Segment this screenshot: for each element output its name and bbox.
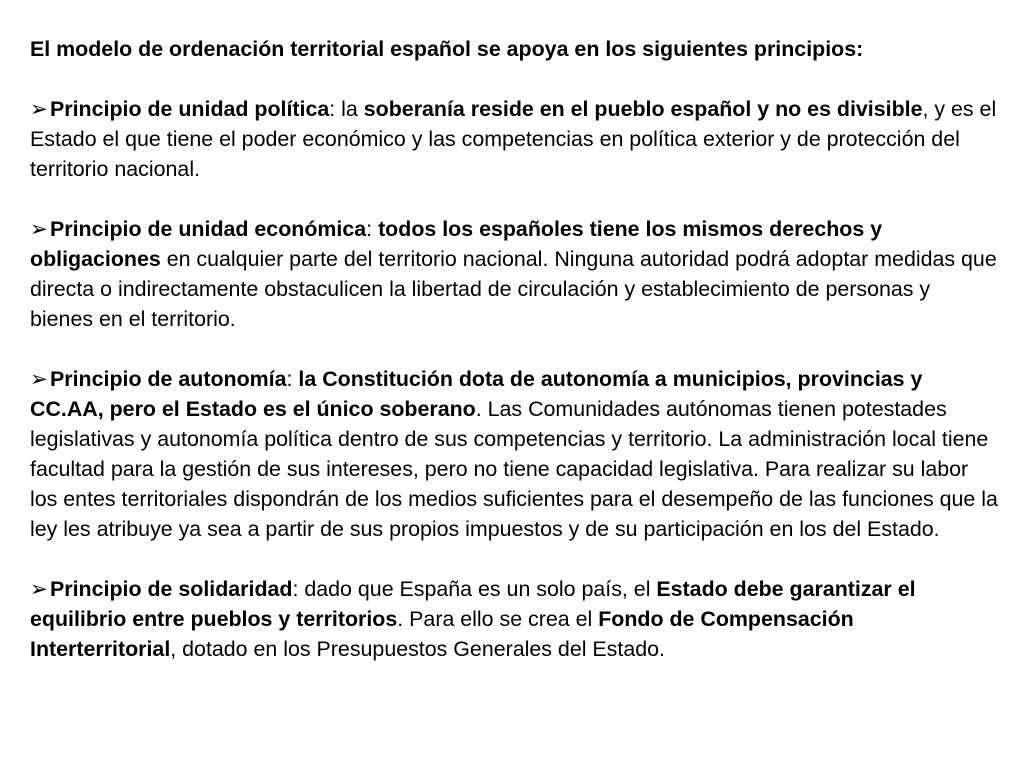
principle-text: . Para ello se crea el bbox=[397, 607, 599, 631]
principle-name: Principio de unidad económica bbox=[50, 217, 367, 241]
arrow-bullet-icon: ➢ bbox=[30, 97, 48, 121]
principle-emphasis: la Constitución dota de autonomía a municipios, provincias y CC.AA, pero el Estado es el único soberano bbox=[30, 367, 923, 421]
principle-emphasis: Fondo de Compensación Interterritorial bbox=[30, 607, 854, 661]
principle-emphasis: Estado debe garantizar el equilibrio entre pueblos y territorios bbox=[30, 577, 916, 631]
principle-text: en cualquier parte del territorio nacional. Ninguna autoridad podrá adoptar medidas que directa o indirectamente obstaculicen la libertad de circulación y establecimiento de personas y bienes en el territorio. bbox=[30, 247, 997, 331]
principle-emphasis: todos los españoles tiene los mismos derechos y obligaciones bbox=[30, 217, 883, 271]
principle-unidad-politica bbox=[30, 94, 998, 184]
arrow-bullet-icon: ➢ bbox=[30, 217, 48, 241]
arrow-bullet-icon: ➢ bbox=[30, 577, 48, 601]
slide-content bbox=[30, 34, 998, 664]
principle-text: : bbox=[366, 217, 379, 241]
principle-text: . Las Comunidades autónomas tienen potestades legislativas y autonomía política dentro de sus competencias y territorio. La administración local tiene facultad para la gestión de sus intereses, pero no tiene capacidad legislativa. Para realizar su labor los entes territoriales dispondrán de los medios suficientes para el desempeño de las funciones que la ley les atribuye ya sea a partir de sus propios impuestos y de su participación en los del Estado. bbox=[30, 397, 998, 541]
principle-emphasis: soberanía reside en el pueblo español y no es divisible bbox=[363, 97, 923, 121]
principle-name: Principio de solidaridad bbox=[50, 577, 293, 601]
arrow-bullet-icon: ➢ bbox=[30, 367, 48, 391]
principle-text: : la bbox=[329, 97, 364, 121]
principle-text: , y es el Estado el que tiene el poder económico y las competencias en política exterior y de protección del territorio nacional. bbox=[30, 97, 997, 181]
principle-name: Principio de autonomía bbox=[50, 367, 287, 391]
principle-name: Principio de unidad política bbox=[50, 97, 330, 121]
principle-autonomia bbox=[30, 364, 998, 544]
slide-title: El modelo de ordenación territorial español se apoya en los siguientes principios: bbox=[30, 37, 864, 61]
principle-text: , dotado en los Presupuestos Generales del Estado. bbox=[170, 637, 665, 661]
principle-unidad-economica bbox=[30, 214, 998, 334]
principle-solidaridad bbox=[30, 574, 998, 664]
principle-text: : bbox=[286, 367, 299, 391]
principle-text: : dado que España es un solo país, el bbox=[292, 577, 657, 601]
